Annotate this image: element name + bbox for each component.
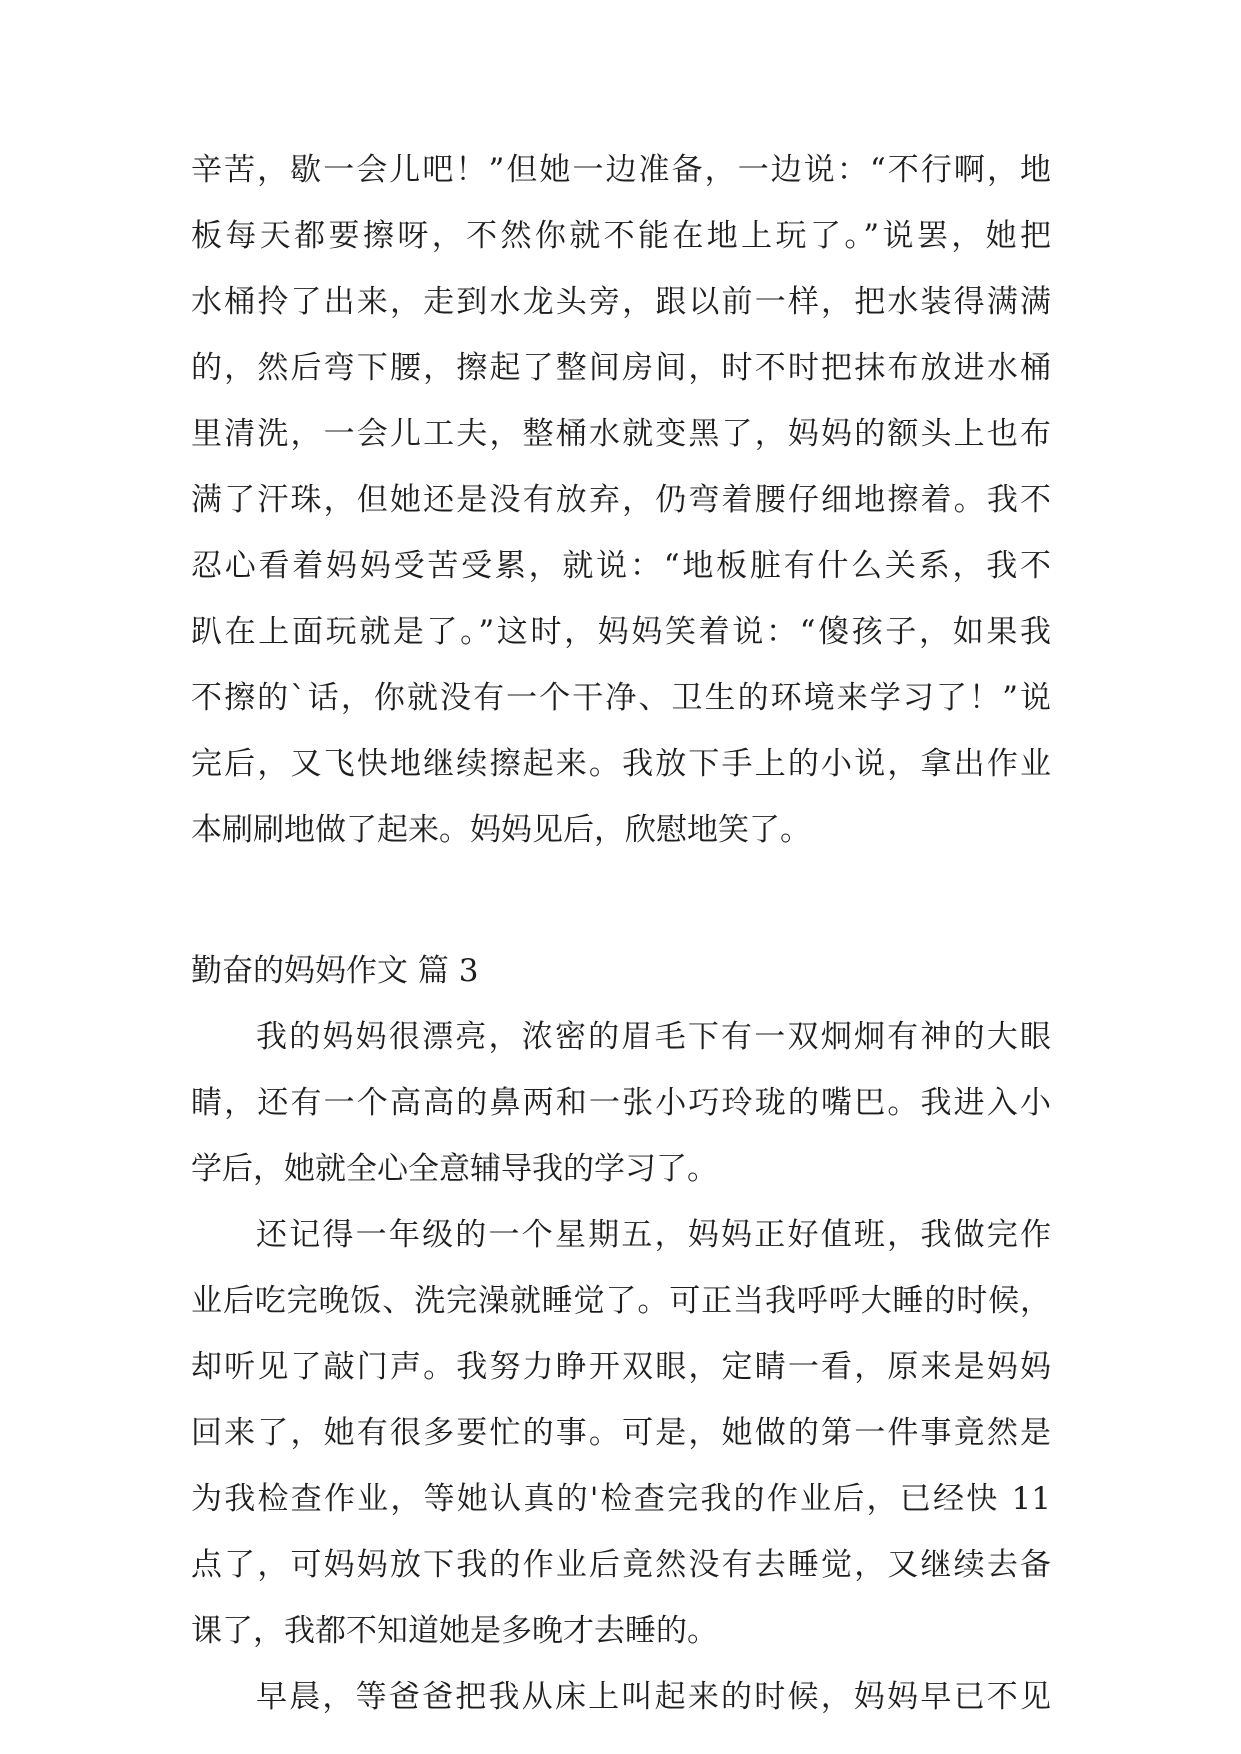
text-line: 回来了，她有很多要忙的事。可是，她做的第一件事竟然是 (191, 1415, 1051, 1451)
text-line: 还记得一年级的一个星期五，妈妈正好值班，我做完作 (256, 1217, 1051, 1253)
text-line: 点了，可妈妈放下我的作业后竟然没有去睡觉，又继续去备 (191, 1547, 1051, 1583)
text-line: 却听见了敲门声。我努力睁开双眼，定睛一看，原来是妈妈 (191, 1349, 1051, 1385)
text-line: 学后，她就全心全意辅导我的学习了。 (191, 1151, 718, 1187)
text-line: 睛，还有一个高高的鼻两和一张小巧玲珑的嘴巴。我进入小 (191, 1085, 1051, 1121)
text-line: 课了，我都不知道她是多晚才去睡的。 (191, 1613, 718, 1649)
text-line: 的，然后弯下腰，擦起了整间房间，时不时把抹布放进水桶 (191, 350, 1051, 386)
text-line: 板每天都要擦呀，不然你就不能在地上玩了。”说罢，她把 (191, 218, 1051, 254)
text-line: 趴在上面玩就是了。”这时，妈妈笑着说：“傻孩子，如果我 (191, 614, 1051, 650)
text-line: 里清洗，一会儿工夫，整桶水就变黑了，妈妈的额头上也布 (191, 416, 1051, 452)
text-line: 忍心看着妈妈受苦受累，就说：“地板脏有什么关系，我不 (191, 548, 1051, 584)
text-line: 为我检查作业，等她认真的'检查完我的作业后，已经快 11 (191, 1481, 1051, 1517)
text-line: 水桶拎了出来，走到水龙头旁，跟以前一样，把水装得满满 (191, 284, 1051, 320)
text-line: 我的妈妈很漂亮，浓密的眉毛下有一双炯炯有神的大眼 (256, 1019, 1051, 1055)
section-heading: 勤奋的妈妈作文 篇 3 (191, 953, 479, 989)
text-line: 满了汗珠，但她还是没有放弃，仍弯着腰仔细地擦着。我不 (191, 482, 1051, 518)
text-line: 辛苦，歇一会儿吧！”但她一边准备，一边说：“不行啊，地 (191, 152, 1051, 188)
text-line: 早晨，等爸爸把我从床上叫起来的时候，妈妈早已不见 (256, 1679, 1051, 1715)
text-line: 本刷刷地做了起来。妈妈见后，欣慰地笑了。 (191, 812, 811, 848)
text-line: 业后吃完晚饭、洗完澡就睡觉了。可正当我呼呼大睡的时候， (191, 1283, 1051, 1319)
text-line: 完后，又飞快地继续擦起来。我放下手上的小说，拿出作业 (191, 746, 1051, 782)
text-line: 不擦的`话，你就没有一个干净、卫生的环境来学习了！”说 (191, 680, 1051, 716)
